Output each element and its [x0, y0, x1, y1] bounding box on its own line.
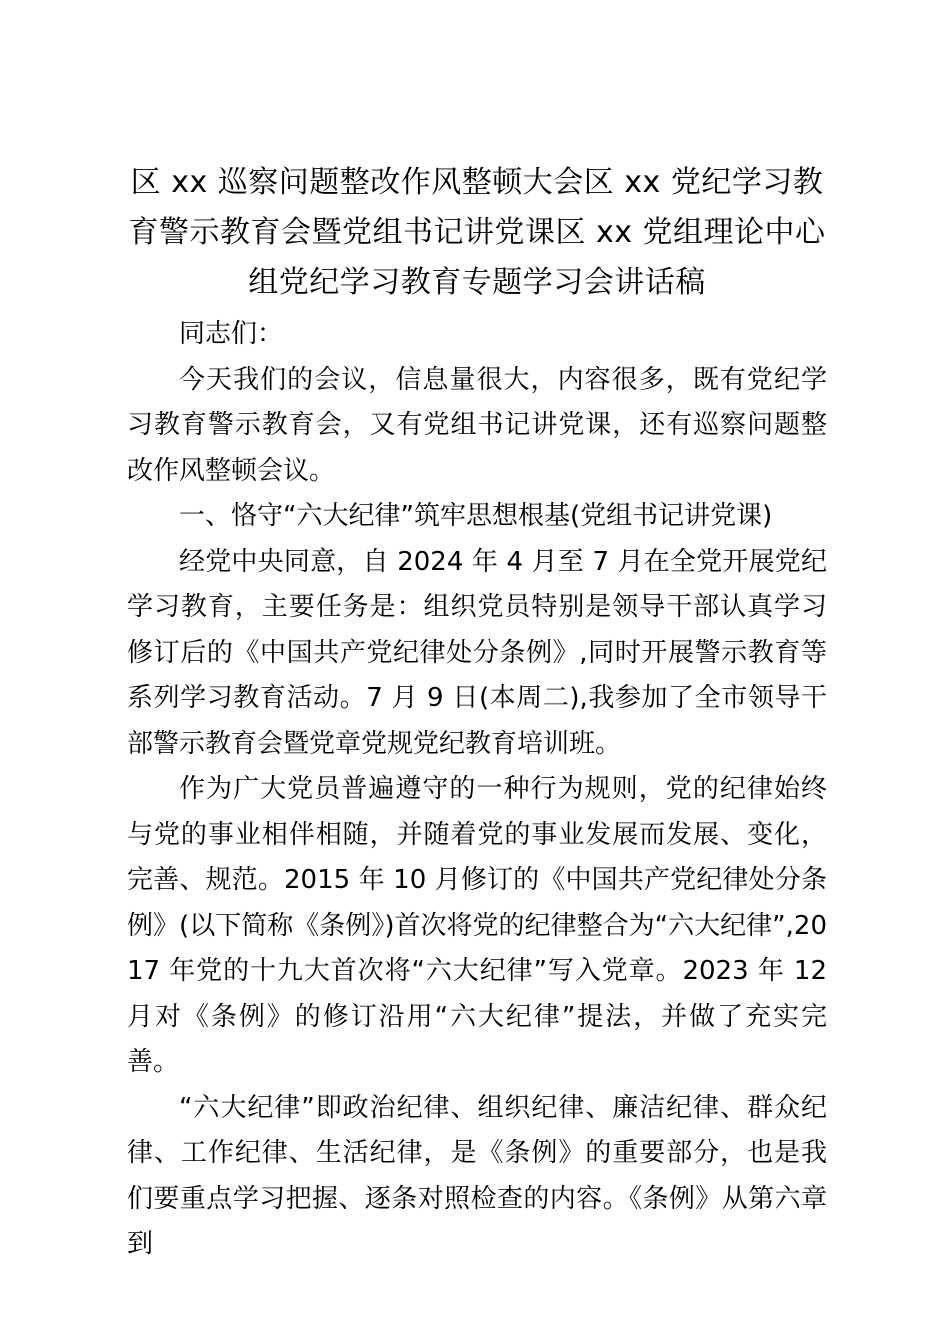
document-title: 区 xx 巡察问题整改作风整顿大会区 xx 党纪学习教育警示教育会暨党组书记讲党课区 xx 党组理论中心组党纪学习教育专题学习会讲话稿	[128, 165, 826, 300]
salutation: 同志们：	[179, 319, 284, 349]
section-heading-1: 一、恪守“六大纪律”筑牢思想根基(党组书记讲党课)	[179, 501, 773, 531]
paragraph-discipline-history: 作为广大党员普遍遵守的一种行为规则，党的纪律始终与党的事业相伴相随，并随着党的事业发展而发展、变化，完善、规范。2015 年 10 月修订的《中国共产党纪律处分条例》(以下简称《条例》)首次将党的纪律整合为“六大纪律”,2017 年党的十九大首次将“六大纪律”写入党章。2023 年 12 月对《条例》的修订沿用“六大纪律”提法，并做了充实完善。	[127, 774, 827, 1077]
paragraph-six-disciplines: “六大纪律”即政治纪律、组织纪律、廉洁纪律、群众纪律、工作纪律、生活纪律，是《条例》的重要部分，也是我们要重点学习把握、逐条对照检查的内容。《条例》从第六章到	[127, 1092, 827, 1259]
paragraph-intro: 今天我们的会议，信息量很大，内容很多，既有党纪学习教育警示教育会，又有党组书记讲党课，还有巡察问题整改作风整顿会议。	[127, 364, 827, 486]
document-body	[127, 158, 827, 1268]
paragraph-party-discipline-education: 经党中央同意，自 2024 年 4 月至 7 月在全党开展党纪学习教育，主要任务是：组织党员特别是领导干部认真学习修订后的《中国共产党纪律处分条例》,同时开展警示教育等系列学习教育活动。7 月 9 日(本周二),我参加了全市领导干部警示教育会暨党章党规党纪教育培训班。	[127, 546, 827, 759]
